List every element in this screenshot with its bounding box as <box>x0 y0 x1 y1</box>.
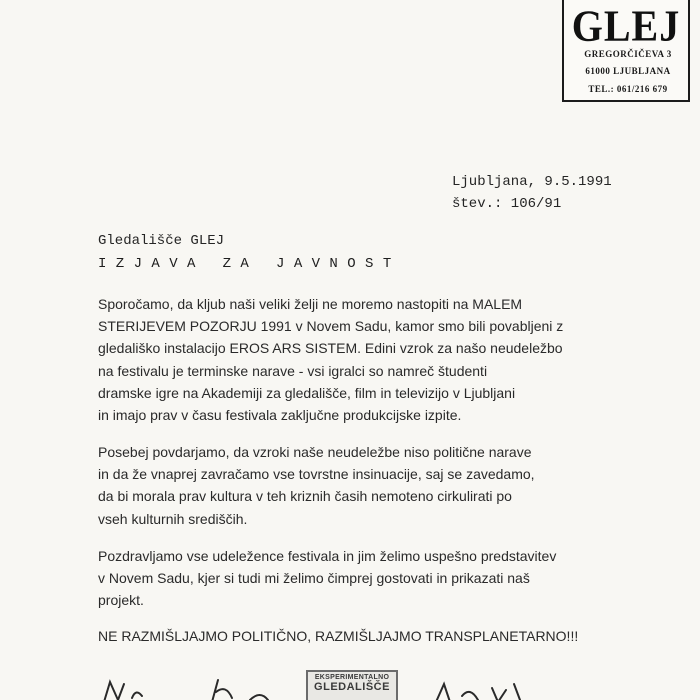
letterhead-logo <box>562 0 690 102</box>
paragraph-2 <box>98 441 535 530</box>
stamp-main-text: GLEDALIŠČE <box>314 681 390 693</box>
paragraph-1 <box>98 293 563 426</box>
text-line: gledališko instalacijo EROS ARS SISTEM. Edini vzrok za našo neudeležbo <box>98 340 563 357</box>
letterhead-phone: TEL.: 061/216 679 <box>588 84 668 94</box>
text-line: NE RAZMIŠLJAJMO POLITIČNO, RAZMIŠLJAJMO TRANSPLANETARNO!!! <box>98 628 579 644</box>
slogan <box>98 625 578 647</box>
text-line: v Novem Sadu, kjer si tudi mi želimo čimprej gostovati in prikazati naš <box>98 570 530 587</box>
text-line: in da že vnaprej zavračamo vse tovrstne insinuacije, saj se zavedamo, <box>98 466 535 483</box>
text-line: Posebej povdarjamo, da vzroki naše neudeležbe niso politične narave <box>98 444 532 460</box>
text-line: na festivalu je terminske narave - vsi igralci so namreč študenti <box>98 362 488 379</box>
letterhead-address-street: GREGORČIČEVA 3 <box>584 49 672 59</box>
text-line: da bi morala prav kultura v teh kriznih časih nemoteno cirkulirati po <box>98 488 512 505</box>
text-line: dramske igre na Akademiji za gledališče, film in televizijo v Ljubljani <box>98 384 516 401</box>
text-line: vseh kulturnih središčih. <box>98 510 248 527</box>
text-line: Sporočamo, da kljub naši veliki želji ne moremo nastopiti na MALEM <box>98 296 523 312</box>
letter-heading: IZJAVA ZA JAVNOST <box>98 256 401 272</box>
addressee: Gledališče GLEJ <box>98 233 225 249</box>
text-line: in imajo prav v času festivala zaključne produkcijske izpite. <box>98 407 462 424</box>
letter-meta <box>452 171 612 215</box>
letterhead-address-city: 61000 LJUBLJANA <box>585 66 671 76</box>
stamp-top-text: EKSPERIMENTALNO <box>314 674 390 681</box>
text-line: projekt. <box>98 592 144 609</box>
logo-text: GLEJ <box>571 0 681 51</box>
organization-stamp <box>306 670 398 700</box>
reference-number: štev.: 106/91 <box>452 196 562 212</box>
text-line: Pozdravljamo vse udeležence festivala in jim želimo uspešno predstavitev <box>98 548 557 564</box>
text-line: STERIJEVEM POZORJU 1991 v Novem Sadu, kamor smo bili povabljeni z <box>98 318 564 335</box>
paragraph-3 <box>98 545 556 612</box>
place-date: Ljubljana, 9.5.1991 <box>452 174 612 190</box>
